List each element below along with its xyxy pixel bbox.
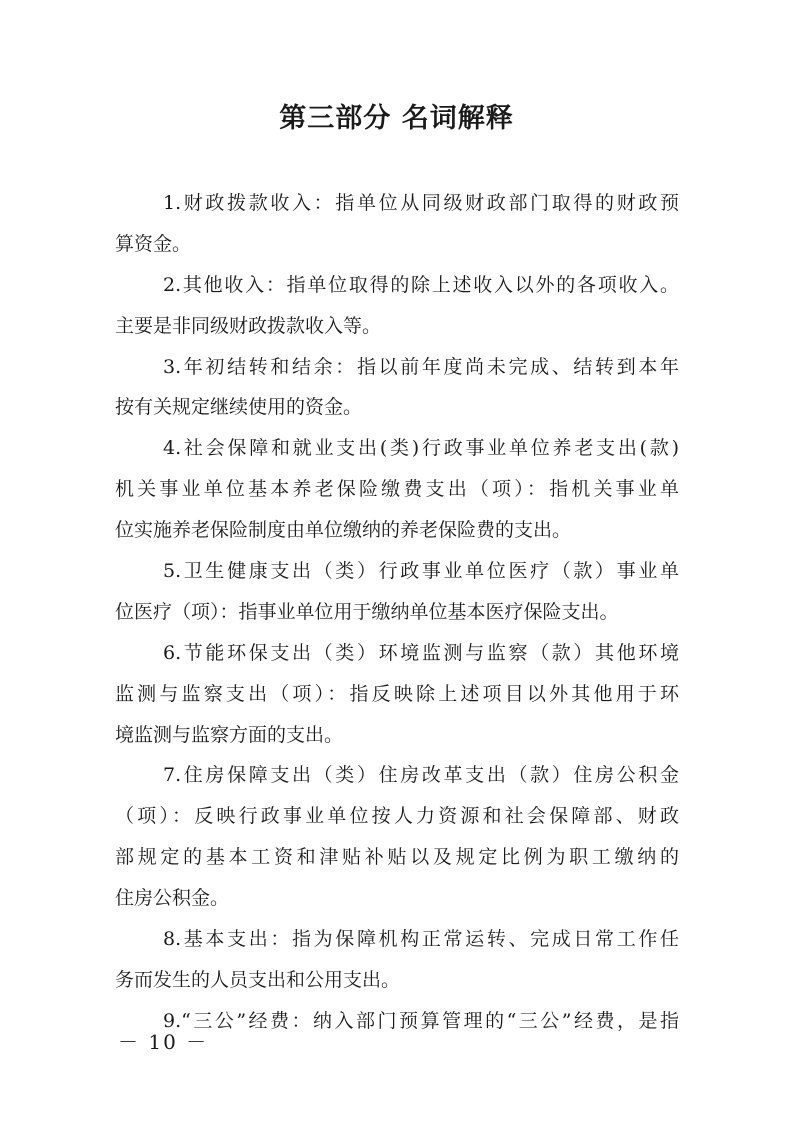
paragraph-line: 4.社会保障和就业支出(类)行政事业单位养老支出(款) [163, 437, 679, 460]
paragraph-line: 位医疗（项）：指事业单位用于缴纳单位基本医疗保险支出。 [115, 600, 619, 623]
paragraph-line: 境监测与监察方面的支出。 [115, 723, 344, 746]
paragraph-line: 1.财政拨款收入：指单位从同级财政部门取得的财政预 [163, 192, 679, 214]
paragraph-line: 部规定的基本工资和津贴补贴以及规定比例为职工缴纳的 [115, 846, 679, 869]
paragraph-line: 务而发生的人员支出和公用支出。 [115, 968, 401, 991]
definition-paragraph [115, 919, 679, 1001]
definition-paragraph [115, 755, 679, 919]
paragraph-line: 2.其他收入：指单位取得的除上述收入以外的各项收入。 [163, 273, 679, 296]
definition-paragraph [115, 633, 679, 756]
paragraph-line: （项）：反映行政事业单位按人力资源和社会保障部、财政 [115, 805, 679, 828]
paragraph-line: 8.基本支出：指为保障机构正常运转、完成日常工作任 [163, 928, 679, 951]
paragraph-line: 主要是非同级财政拨款收入等。 [115, 314, 382, 337]
definition-paragraph [115, 265, 679, 347]
paragraph-line: 位实施养老保险制度由单位缴纳的养老保险费的支出。 [115, 519, 572, 542]
paragraph-line: 监测与监察支出（项）：指反映除上述项目以外其他用于环 [115, 682, 679, 705]
definition-paragraph [115, 347, 679, 429]
page-title: 第三部分 名词解释 [279, 103, 514, 134]
paragraph-line: 机关事业单位基本养老保险缴费支出（项）：指机关事业单 [115, 478, 679, 501]
paragraph-line: 住房公积金。 [115, 887, 230, 910]
paragraph-line: 5.卫生健康支出（类）行政事业单位医疗（款）事业单 [163, 560, 679, 583]
definition-paragraph [115, 428, 679, 551]
paragraph-line: 按有关规定继续使用的资金。 [115, 396, 363, 419]
paragraph-line: 6.节能环保支出（类）环境监测与监察（款）其他环境 [163, 641, 679, 664]
paragraph-line: 7.住房保障支出（类）住房改革支出（款）住房公积金 [163, 764, 679, 787]
definitions-body [115, 183, 679, 1042]
definition-paragraph [115, 183, 679, 265]
definition-paragraph [115, 551, 679, 633]
page-number: － 10 － [118, 1030, 209, 1054]
paragraph-line: 3.年初结转和结余：指以前年度尚未完成、结转到本年 [163, 355, 679, 378]
paragraph-line: 算资金。 [115, 232, 192, 255]
paragraph-line: 9.“三公”经费：纳入部门预算管理的“三公”经费，是指 [163, 1009, 679, 1032]
